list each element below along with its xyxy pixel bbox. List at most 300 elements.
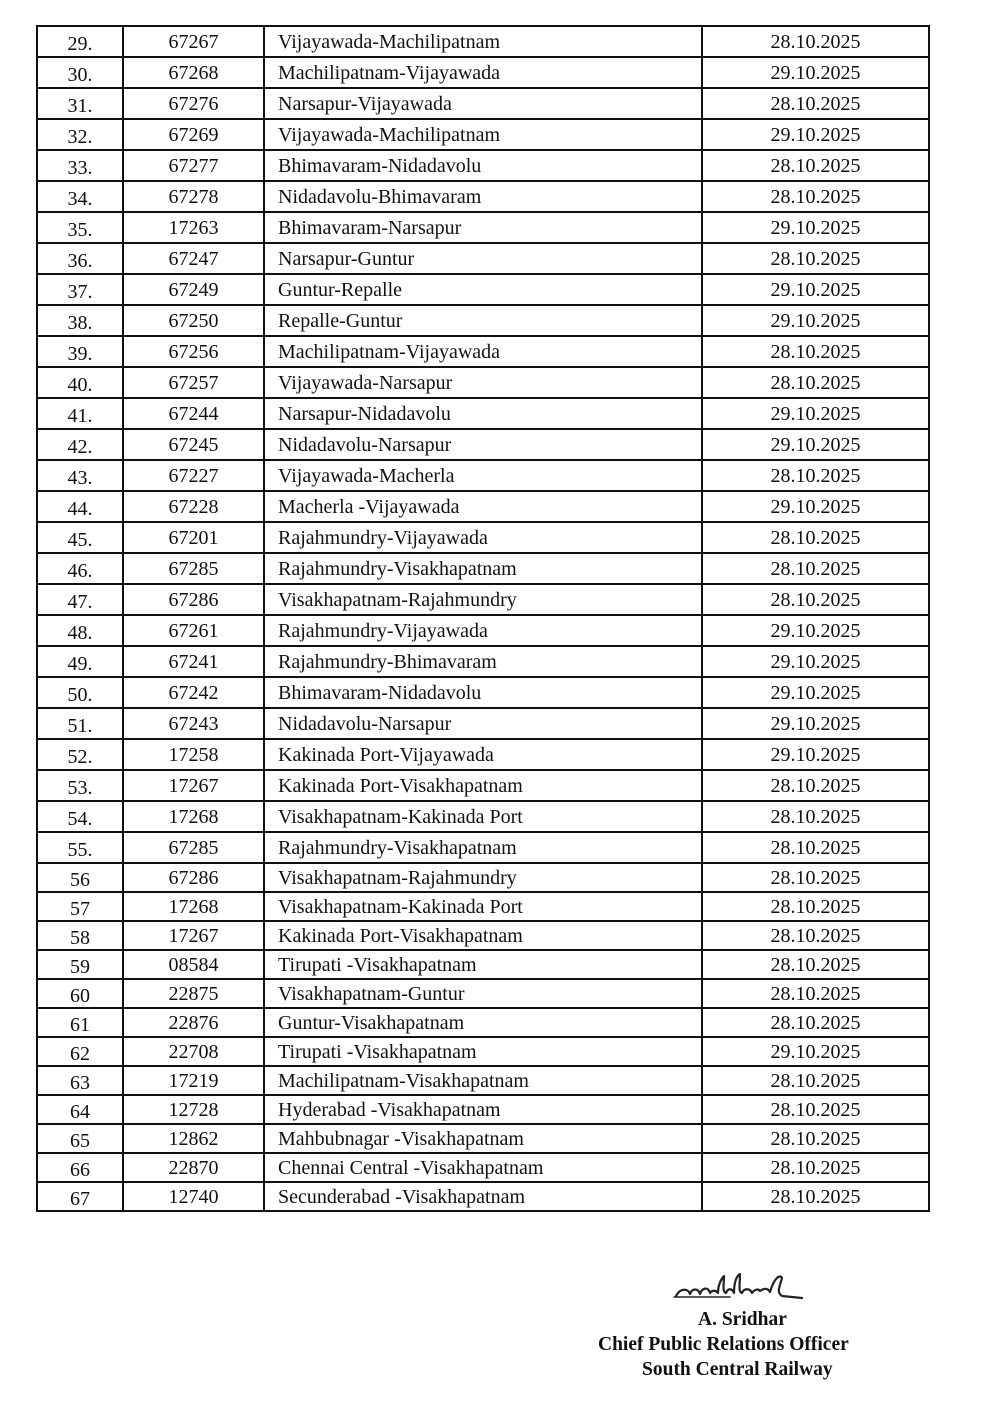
table-row <box>37 739 929 770</box>
handwritten-signature <box>670 1266 810 1306</box>
date-cell <box>702 979 929 1008</box>
date-cell <box>702 26 929 57</box>
table-row <box>37 119 929 150</box>
date-text: 28.10.2025 <box>770 186 861 208</box>
serial-number-cell <box>37 1008 123 1037</box>
serial-number-text: 40. <box>67 374 93 396</box>
train-number-cell <box>123 1037 264 1066</box>
train-number-text: 17267 <box>168 925 219 947</box>
route-cell <box>264 212 702 243</box>
serial-number-text: 57 <box>70 898 90 920</box>
serial-number-text: 49. <box>67 653 93 675</box>
serial-number-cell <box>37 646 123 677</box>
date-cell <box>702 950 929 979</box>
train-number-cell <box>123 1153 264 1182</box>
date-text: 28.10.2025 <box>770 954 861 976</box>
train-number-cell <box>123 739 264 770</box>
table-row <box>37 677 929 708</box>
train-number-text: 17268 <box>168 806 219 828</box>
date-text: 28.10.2025 <box>770 527 861 549</box>
train-number-cell <box>123 892 264 921</box>
train-number-text: 08584 <box>168 954 219 976</box>
route-text: Machilipatnam-Vijayawada <box>278 62 501 84</box>
train-number-cell <box>123 181 264 212</box>
date-cell <box>702 367 929 398</box>
route-text: Narsapur-Vijayawada <box>278 93 452 115</box>
serial-number-cell <box>37 367 123 398</box>
date-text: 28.10.2025 <box>770 1128 861 1150</box>
date-text: 28.10.2025 <box>770 31 861 53</box>
route-text: Visakhapatnam-Rajahmundry <box>278 867 517 889</box>
serial-number-text: 30. <box>67 64 93 86</box>
route-text: Machilipatnam-Vijayawada <box>278 341 501 363</box>
date-cell <box>702 770 929 801</box>
train-number-cell <box>123 119 264 150</box>
route-cell <box>264 892 702 921</box>
table-row <box>37 522 929 553</box>
route-cell <box>264 950 702 979</box>
route-cell <box>264 801 702 832</box>
serial-number-text: 47. <box>67 591 93 613</box>
date-cell <box>702 1153 929 1182</box>
date-text: 28.10.2025 <box>770 1186 861 1208</box>
date-cell <box>702 615 929 646</box>
date-text: 29.10.2025 <box>770 651 861 673</box>
date-cell <box>702 212 929 243</box>
date-text: 28.10.2025 <box>770 558 861 580</box>
serial-number-text: 63 <box>70 1072 90 1094</box>
date-cell <box>702 1095 929 1124</box>
train-number-text: 17219 <box>168 1070 219 1092</box>
serial-number-cell <box>37 950 123 979</box>
serial-number-text: 50. <box>67 684 93 706</box>
serial-number-text: 62 <box>70 1043 90 1065</box>
table-row <box>37 1124 929 1153</box>
route-cell <box>264 88 702 119</box>
train-number-text: 67267 <box>168 31 219 53</box>
date-cell <box>702 181 929 212</box>
table-row <box>37 584 929 615</box>
date-text: 29.10.2025 <box>770 682 861 704</box>
date-text: 28.10.2025 <box>770 867 861 889</box>
date-text: 29.10.2025 <box>770 713 861 735</box>
date-cell <box>702 584 929 615</box>
date-text: 29.10.2025 <box>770 496 861 518</box>
date-cell <box>702 57 929 88</box>
table-row <box>37 1153 929 1182</box>
route-cell <box>264 1124 702 1153</box>
date-cell <box>702 150 929 181</box>
route-text: Vijayawada-Machilipatnam <box>278 124 501 146</box>
serial-number-cell <box>37 615 123 646</box>
route-text: Nidadavolu-Bhimavaram <box>278 186 482 208</box>
route-cell <box>264 1153 702 1182</box>
serial-number-cell <box>37 863 123 892</box>
train-number-cell <box>123 243 264 274</box>
table-row <box>37 979 929 1008</box>
route-text: Visakhapatnam-Rajahmundry <box>278 589 517 611</box>
date-cell <box>702 646 929 677</box>
route-text: Rajahmundry-Vijayawada <box>278 527 488 549</box>
route-text: Chennai Central -Visakhapatnam <box>278 1157 544 1179</box>
train-number-cell <box>123 1066 264 1095</box>
table-row <box>37 274 929 305</box>
route-cell <box>264 770 702 801</box>
date-text: 28.10.2025 <box>770 1012 861 1034</box>
route-cell <box>264 553 702 584</box>
route-text: Hyderabad -Visakhapatnam <box>278 1099 501 1121</box>
serial-number-cell <box>37 1153 123 1182</box>
date-text: 28.10.2025 <box>770 1157 861 1179</box>
train-number-text: 67276 <box>168 93 219 115</box>
date-cell <box>702 739 929 770</box>
train-number-cell <box>123 832 264 863</box>
train-number-cell <box>123 979 264 1008</box>
train-number-text: 22875 <box>168 983 219 1005</box>
date-text: 29.10.2025 <box>770 744 861 766</box>
date-text: 28.10.2025 <box>770 341 861 363</box>
table-row <box>37 1066 929 1095</box>
route-text: Vijayawada-Macherla <box>278 465 455 487</box>
serial-number-text: 55. <box>67 839 93 861</box>
table-row <box>37 1095 929 1124</box>
route-cell <box>264 150 702 181</box>
train-number-text: 22708 <box>168 1041 219 1063</box>
route-cell <box>264 646 702 677</box>
date-text: 28.10.2025 <box>770 1099 861 1121</box>
route-text: Repalle-Guntur <box>278 310 403 332</box>
date-text: 28.10.2025 <box>770 806 861 828</box>
route-text: Bhimavaram-Narsapur <box>278 217 462 239</box>
route-cell <box>264 1182 702 1211</box>
train-number-text: 67269 <box>168 124 219 146</box>
route-text: Visakhapatnam-Kakinada Port <box>278 896 523 918</box>
date-text: 28.10.2025 <box>770 93 861 115</box>
serial-number-text: 34. <box>67 188 93 210</box>
serial-number-cell <box>37 119 123 150</box>
route-text: Kakinada Port-Visakhapatnam <box>278 925 523 947</box>
date-text: 29.10.2025 <box>770 124 861 146</box>
table-row <box>37 950 929 979</box>
route-text: Visakhapatnam-Kakinada Port <box>278 806 523 828</box>
train-number-text: 67227 <box>168 465 219 487</box>
route-cell <box>264 429 702 460</box>
date-text: 29.10.2025 <box>770 620 861 642</box>
train-number-text: 17267 <box>168 775 219 797</box>
serial-number-cell <box>37 150 123 181</box>
route-cell <box>264 1037 702 1066</box>
serial-number-cell <box>37 1095 123 1124</box>
serial-number-cell <box>37 801 123 832</box>
date-text: 28.10.2025 <box>770 925 861 947</box>
date-cell <box>702 832 929 863</box>
train-number-text: 67278 <box>168 186 219 208</box>
train-number-text: 67241 <box>168 651 219 673</box>
serial-number-cell <box>37 181 123 212</box>
table-row <box>37 367 929 398</box>
route-text: Mahbubnagar -Visakhapatnam <box>278 1128 524 1150</box>
train-number-cell <box>123 429 264 460</box>
route-cell <box>264 26 702 57</box>
serial-number-text: 29. <box>67 33 93 55</box>
table-row <box>37 892 929 921</box>
date-cell <box>702 119 929 150</box>
table-row <box>37 429 929 460</box>
date-text: 28.10.2025 <box>770 1070 861 1092</box>
train-number-cell <box>123 336 264 367</box>
route-text: Kakinada Port-Visakhapatnam <box>278 775 523 797</box>
serial-number-text: 59 <box>70 956 90 978</box>
route-cell <box>264 584 702 615</box>
serial-number-text: 38. <box>67 312 93 334</box>
signatory-name: A. Sridhar <box>698 1309 787 1330</box>
route-cell <box>264 119 702 150</box>
date-cell <box>702 1182 929 1211</box>
date-cell <box>702 553 929 584</box>
train-number-text: 22876 <box>168 1012 219 1034</box>
serial-number-cell <box>37 739 123 770</box>
date-cell <box>702 88 929 119</box>
train-number-cell <box>123 150 264 181</box>
train-number-text: 17263 <box>168 217 219 239</box>
train-number-text: 67285 <box>168 837 219 859</box>
table-row <box>37 398 929 429</box>
signature-block <box>590 1307 890 1382</box>
train-number-text: 12728 <box>168 1099 219 1121</box>
route-text: Rajahmundry-Bhimavaram <box>278 651 497 673</box>
date-text: 28.10.2025 <box>770 896 861 918</box>
date-cell <box>702 522 929 553</box>
serial-number-cell <box>37 336 123 367</box>
train-number-cell <box>123 212 264 243</box>
date-cell <box>702 398 929 429</box>
serial-number-cell <box>37 832 123 863</box>
date-cell <box>702 1066 929 1095</box>
serial-number-text: 31. <box>67 95 93 117</box>
train-number-text: 17258 <box>168 744 219 766</box>
serial-number-text: 65 <box>70 1130 90 1152</box>
train-number-cell <box>123 1008 264 1037</box>
date-cell <box>702 336 929 367</box>
date-text: 29.10.2025 <box>770 434 861 456</box>
serial-number-text: 39. <box>67 343 93 365</box>
train-number-text: 67250 <box>168 310 219 332</box>
serial-number-text: 42. <box>67 436 93 458</box>
serial-number-cell <box>37 979 123 1008</box>
train-number-cell <box>123 801 264 832</box>
train-number-text: 22870 <box>168 1157 219 1179</box>
route-text: Tirupati -Visakhapatnam <box>278 1041 477 1063</box>
serial-number-cell <box>37 677 123 708</box>
date-text: 28.10.2025 <box>770 372 861 394</box>
serial-number-text: 44. <box>67 498 93 520</box>
date-text: 28.10.2025 <box>770 983 861 1005</box>
train-number-text: 67257 <box>168 372 219 394</box>
serial-number-cell <box>37 212 123 243</box>
table-row <box>37 832 929 863</box>
train-number-text: 67249 <box>168 279 219 301</box>
train-number-text: 67242 <box>168 682 219 704</box>
train-number-text: 67228 <box>168 496 219 518</box>
route-cell <box>264 57 702 88</box>
table-row <box>37 863 929 892</box>
train-number-cell <box>123 305 264 336</box>
train-number-cell <box>123 584 264 615</box>
route-cell <box>264 243 702 274</box>
serial-number-text: 67 <box>70 1188 90 1210</box>
route-cell <box>264 832 702 863</box>
train-number-cell <box>123 950 264 979</box>
train-number-text: 67245 <box>168 434 219 456</box>
route-text: Machilipatnam-Visakhapatnam <box>278 1070 529 1092</box>
table-row <box>37 770 929 801</box>
date-cell <box>702 274 929 305</box>
train-number-text: 67285 <box>168 558 219 580</box>
table-row <box>37 801 929 832</box>
train-number-cell <box>123 863 264 892</box>
serial-number-cell <box>37 584 123 615</box>
route-text: Kakinada Port-Vijayawada <box>278 744 494 766</box>
route-cell <box>264 336 702 367</box>
serial-number-text: 60 <box>70 985 90 1007</box>
table-row <box>37 26 929 57</box>
serial-number-text: 51. <box>67 715 93 737</box>
table-row <box>37 708 929 739</box>
date-cell <box>702 305 929 336</box>
train-number-text: 67261 <box>168 620 219 642</box>
signatory-title: Chief Public Relations Officer <box>598 1334 849 1355</box>
serial-number-text: 33. <box>67 157 93 179</box>
route-cell <box>264 1066 702 1095</box>
date-cell <box>702 491 929 522</box>
train-number-text: 67286 <box>168 589 219 611</box>
route-cell <box>264 274 702 305</box>
serial-number-text: 37. <box>67 281 93 303</box>
serial-number-cell <box>37 522 123 553</box>
route-cell <box>264 615 702 646</box>
train-number-cell <box>123 646 264 677</box>
train-number-cell <box>123 1182 264 1211</box>
table-row <box>37 646 929 677</box>
route-text: Guntur-Repalle <box>278 279 403 301</box>
train-schedule-table <box>36 25 930 1212</box>
route-text: Bhimavaram-Nidadavolu <box>278 682 482 704</box>
date-cell <box>702 1124 929 1153</box>
route-cell <box>264 460 702 491</box>
route-text: Nidadavolu-Narsapur <box>278 713 452 735</box>
date-text: 29.10.2025 <box>770 217 861 239</box>
date-cell <box>702 863 929 892</box>
train-number-cell <box>123 522 264 553</box>
serial-number-cell <box>37 1037 123 1066</box>
train-number-cell <box>123 615 264 646</box>
date-text: 29.10.2025 <box>770 279 861 301</box>
signatory-organization: South Central Railway <box>642 1359 833 1380</box>
serial-number-cell <box>37 398 123 429</box>
serial-number-text: 56 <box>70 869 90 891</box>
route-cell <box>264 367 702 398</box>
date-text: 28.10.2025 <box>770 465 861 487</box>
serial-number-cell <box>37 429 123 460</box>
route-cell <box>264 522 702 553</box>
table-row <box>37 1037 929 1066</box>
serial-number-cell <box>37 274 123 305</box>
route-cell <box>264 398 702 429</box>
date-text: 29.10.2025 <box>770 403 861 425</box>
serial-number-cell <box>37 57 123 88</box>
date-cell <box>702 1037 929 1066</box>
table-row <box>37 212 929 243</box>
train-number-text: 12862 <box>168 1128 219 1150</box>
date-cell <box>702 677 929 708</box>
route-cell <box>264 979 702 1008</box>
serial-number-text: 32. <box>67 126 93 148</box>
table-row <box>37 553 929 584</box>
serial-number-cell <box>37 892 123 921</box>
route-text: Secunderabad -Visakhapatnam <box>278 1186 526 1208</box>
train-number-text: 67201 <box>168 527 219 549</box>
table-body <box>37 26 929 1211</box>
route-cell <box>264 1095 702 1124</box>
table-row <box>37 88 929 119</box>
train-number-cell <box>123 708 264 739</box>
train-number-cell <box>123 367 264 398</box>
table-row <box>37 181 929 212</box>
train-number-cell <box>123 491 264 522</box>
train-number-text: 67286 <box>168 867 219 889</box>
route-text: Vijayawada-Narsapur <box>278 372 453 394</box>
train-number-text: 12740 <box>168 1186 219 1208</box>
train-number-cell <box>123 398 264 429</box>
train-number-cell <box>123 274 264 305</box>
train-number-cell <box>123 770 264 801</box>
serial-number-text: 66 <box>70 1159 90 1181</box>
route-text: Rajahmundry-Visakhapatnam <box>278 837 517 859</box>
train-number-text: 67277 <box>168 155 219 177</box>
serial-number-text: 45. <box>67 529 93 551</box>
date-cell <box>702 460 929 491</box>
date-text: 28.10.2025 <box>770 775 861 797</box>
train-number-cell <box>123 677 264 708</box>
route-text: Rajahmundry-Visakhapatnam <box>278 558 517 580</box>
date-cell <box>702 801 929 832</box>
serial-number-cell <box>37 305 123 336</box>
serial-number-text: 41. <box>67 405 93 427</box>
serial-number-cell <box>37 26 123 57</box>
route-cell <box>264 491 702 522</box>
route-cell <box>264 305 702 336</box>
date-text: 29.10.2025 <box>770 1041 861 1063</box>
route-text: Narsapur-Nidadavolu <box>278 403 451 425</box>
serial-number-text: 48. <box>67 622 93 644</box>
train-number-text: 67268 <box>168 62 219 84</box>
train-number-cell <box>123 88 264 119</box>
serial-number-text: 54. <box>67 808 93 830</box>
train-number-cell <box>123 57 264 88</box>
route-text: Vijayawada-Machilipatnam <box>278 31 501 53</box>
table-row <box>37 150 929 181</box>
train-number-cell <box>123 460 264 491</box>
date-text: 28.10.2025 <box>770 589 861 611</box>
table-row <box>37 1182 929 1211</box>
serial-number-text: 52. <box>67 746 93 768</box>
route-text: Visakhapatnam-Guntur <box>278 983 465 1005</box>
train-number-cell <box>123 1095 264 1124</box>
train-number-text: 67244 <box>168 403 219 425</box>
serial-number-cell <box>37 491 123 522</box>
date-cell <box>702 708 929 739</box>
train-number-cell <box>123 921 264 950</box>
